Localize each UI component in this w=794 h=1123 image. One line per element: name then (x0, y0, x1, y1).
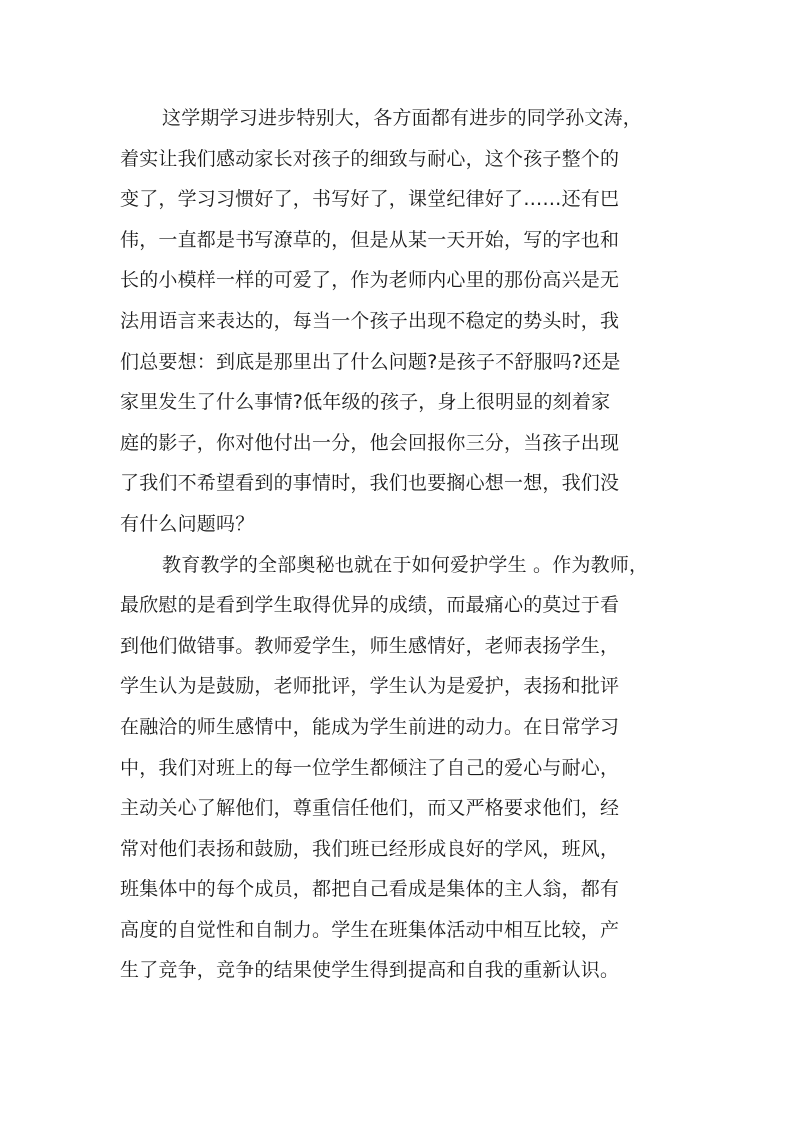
paragraph-line: 变了，学习习惯好了，书写好了，课堂纪律好了……还有巴 (120, 188, 620, 211)
paragraph-line: 伟，一直都是书写潦草的，但是从某一天开始，写的字也和 (120, 228, 620, 251)
paragraph-line: 们总要想：到底是那里出了什么问题?是孩子不舒服吗?还是 (120, 350, 621, 373)
paragraph-line: 中，我们对班上的每一位学生都倾注了自己的爱心与耐心， (120, 756, 620, 779)
paragraph-line: 着实让我们感动家长对孩子的细致与耐心，这个孩子整个的 (120, 147, 620, 170)
paragraph-line: 最欣慰的是看到学生取得优异的成绩，而最痛心的莫过于看 (120, 594, 620, 617)
paragraph-line: 这学期学习进步特别大，各方面都有进步的同学孙文涛， (162, 107, 643, 129)
paragraph-line: 庭的影子，你对他付出一分，他会回报你三分，当孩子出现 (120, 431, 620, 454)
paragraph-line: 有什么问题吗？ (120, 512, 255, 535)
paragraph-line: 在融洽的师生感情中，能成为学生前进的动力。在日常学习 (120, 715, 620, 738)
paragraph-line: 班集体中的每个成员，都把自己看成是集体的主人翁，都有 (120, 878, 620, 901)
paragraph-line: 主动关心了解他们，尊重信任他们，而又严格要求他们，经 (120, 797, 620, 820)
paragraph-line: 高度的自觉性和自制力。学生在班集体活动中相互比较，产 (120, 918, 620, 941)
paragraph-line: 学生认为是鼓励，老师批评，学生认为是爱护，表扬和批评 (120, 675, 620, 698)
paragraph-line: 长的小模样一样的可爱了，作为老师内心里的那份高兴是无 (120, 269, 620, 292)
paragraph-line: 家里发生了什么事情?低年级的孩子，身上很明显的刻着家 (120, 391, 611, 414)
paragraph-line: 了我们不希望看到的事情时，我们也要搁心想一想，我们没 (120, 472, 620, 495)
paragraph-line: 到他们做错事。教师爱学生，师生感情好，老师表扬学生， (120, 634, 620, 657)
body-text (120, 98, 700, 991)
paragraph-line: 生了竞争，竞争的结果使学生得到提高和自我的重新认识。 (120, 959, 620, 982)
paragraph-line: 教育教学的全部奥秘也就在于如何爱护学生 。作为教师， (162, 553, 649, 576)
paragraph-line: 常对他们表扬和鼓励，我们班已经形成良好的学风，班风， (120, 837, 620, 860)
paragraph-line: 法用语言来表达的，每当一个孩子出现不稳定的势头时，我 (120, 309, 620, 332)
